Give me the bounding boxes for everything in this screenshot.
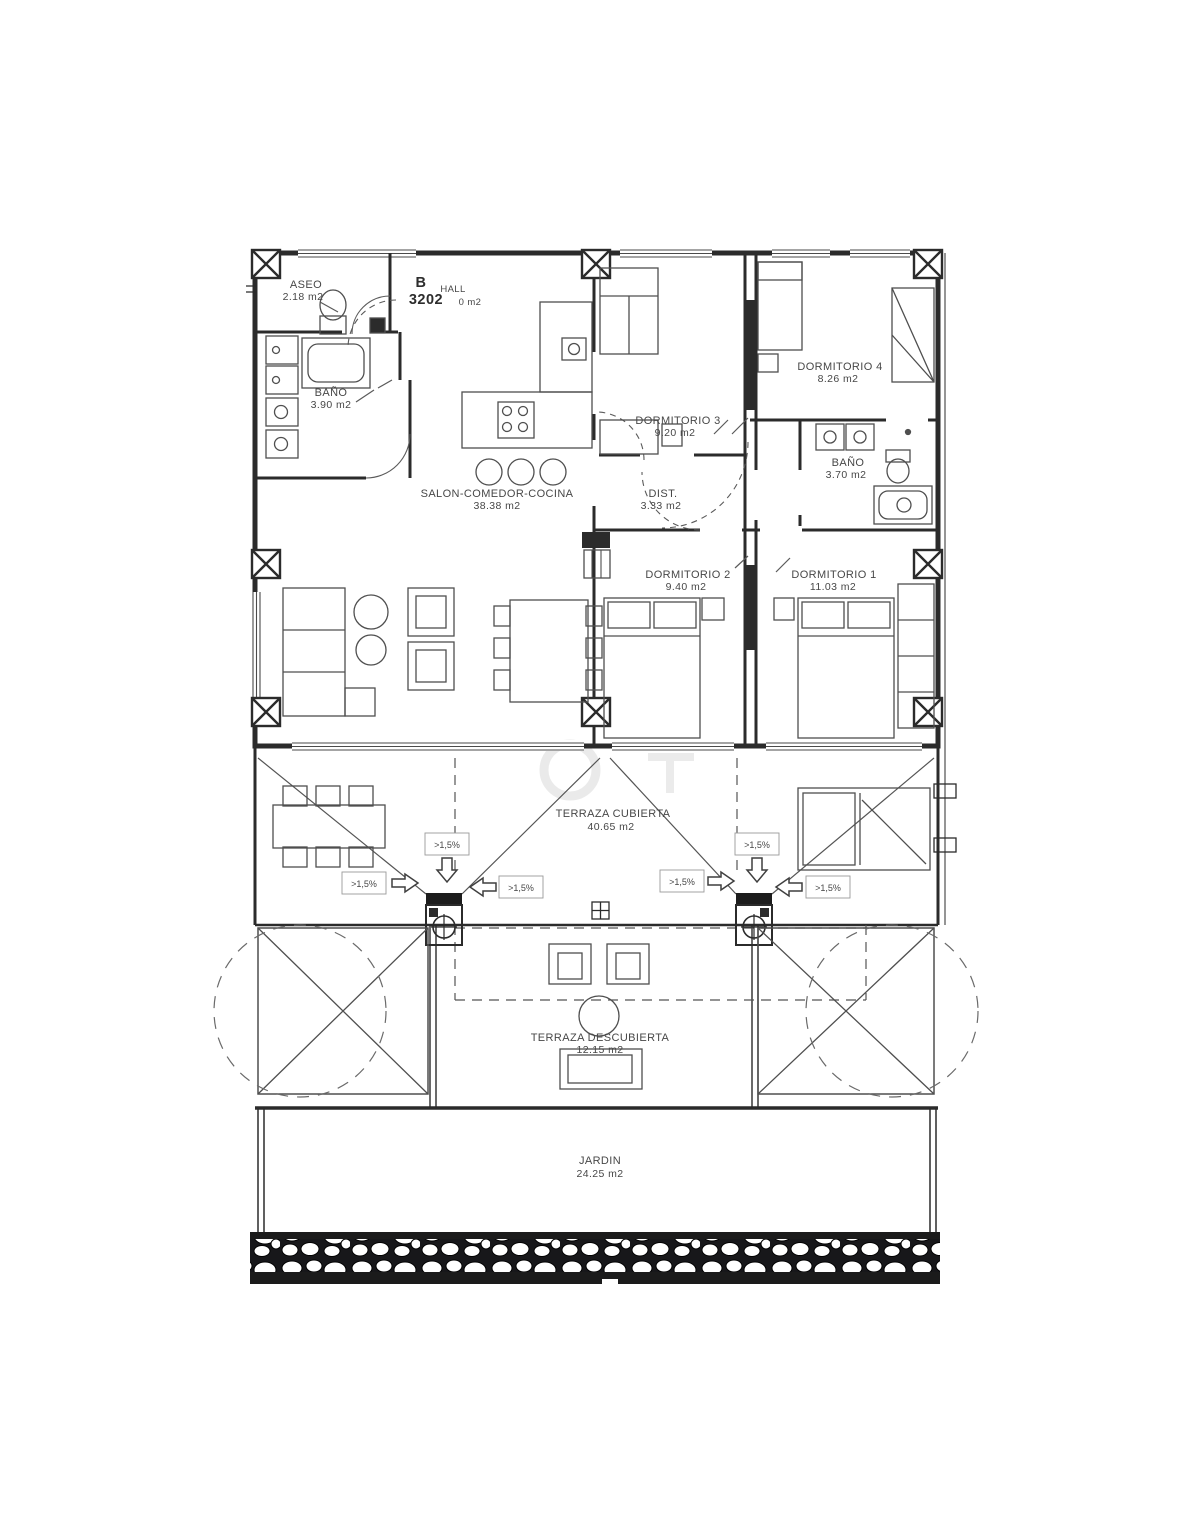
slope-arrow-left-1: [470, 878, 496, 896]
room-area-dormitorio2: 9.40 m2: [665, 581, 707, 593]
room-area-dist: 3.33 m2: [640, 500, 682, 512]
room-area-terraza-cubierta: 40.65 m2: [587, 821, 635, 833]
room-label-dormitorio2: DORMITORIO 2: [645, 569, 731, 581]
drain-left: [426, 893, 462, 945]
room-area-dormitorio4: 8.26 m2: [817, 373, 859, 385]
grid-symbol: [592, 902, 609, 919]
watermark: [544, 744, 694, 796]
slope-label-1: >1,5%: [351, 879, 377, 889]
uncovered-terrace-furniture: [549, 944, 649, 1089]
room-area-terraza-descubierta: 12.15 m2: [576, 1044, 624, 1056]
slope-arrow-left-2: [776, 878, 802, 896]
living-dining-furniture: [283, 588, 602, 716]
room-label-bano2: BAÑO: [831, 457, 865, 469]
room-area-bano-principal: 3.90 m2: [310, 399, 352, 411]
room-label-jardin: JARDIN: [578, 1155, 622, 1167]
dormitorio1-furniture: [774, 584, 934, 738]
slope-label-5: >1,5%: [744, 840, 770, 850]
room-label-terraza-descubierta: TERRAZA DESCUBIERTA: [530, 1032, 670, 1044]
room-label-dormitorio3: DORMITORIO 3: [635, 415, 721, 427]
unit-number-label: 3202: [408, 292, 444, 308]
kitchen: [462, 302, 592, 485]
slope-arrow-right-1: [392, 874, 418, 892]
terrace-daybed: [798, 788, 930, 870]
unit-block-label: B: [415, 275, 427, 291]
aseo-bano-fixtures: [266, 290, 385, 458]
slope-label-4: >1,5%: [669, 877, 695, 887]
drain-right: [736, 893, 772, 945]
stone-band: [250, 1232, 940, 1284]
room-label-salon: SALON-COMEDOR-COCINA: [420, 488, 574, 500]
room-area-aseo: 2.18 m2: [282, 291, 324, 303]
room-label-dist: DIST.: [648, 488, 678, 500]
slope-arrow-down-1: [437, 858, 457, 882]
room-area-dormitorio3: 9.20 m2: [654, 427, 696, 439]
garden-left-feature: [214, 925, 428, 1097]
room-area-dormitorio1: 11.03 m2: [809, 581, 857, 593]
slope-label-3: >1,5%: [508, 883, 534, 893]
room-area-bano2: 3.70 m2: [825, 469, 867, 481]
slope-label-2: >1,5%: [434, 840, 460, 850]
room-label-terraza-cubierta: TERRAZA CUBIERTA: [555, 808, 671, 820]
utility-shaft: [582, 532, 610, 578]
room-label-dormitorio1: DORMITORIO 1: [791, 569, 877, 581]
room-label-hall: HALL: [440, 284, 466, 295]
room-label-aseo: ASEO: [289, 279, 323, 291]
room-labels: [283, 275, 883, 1180]
room-label-bano-principal: BAÑO: [314, 387, 348, 399]
dormitorio2-furniture: [604, 598, 724, 738]
slope-label-6: >1,5%: [815, 883, 841, 893]
garden-right-feature: [758, 925, 978, 1097]
slope-arrow-down-2: [747, 858, 767, 882]
room-label-dormitorio4: DORMITORIO 4: [797, 361, 883, 373]
room-area-salon: 38.38 m2: [473, 500, 521, 512]
terrace-dining-set: [273, 786, 385, 867]
room-area-hall: 0 m2: [458, 297, 482, 308]
room-area-jardin: 24.25 m2: [576, 1168, 624, 1180]
